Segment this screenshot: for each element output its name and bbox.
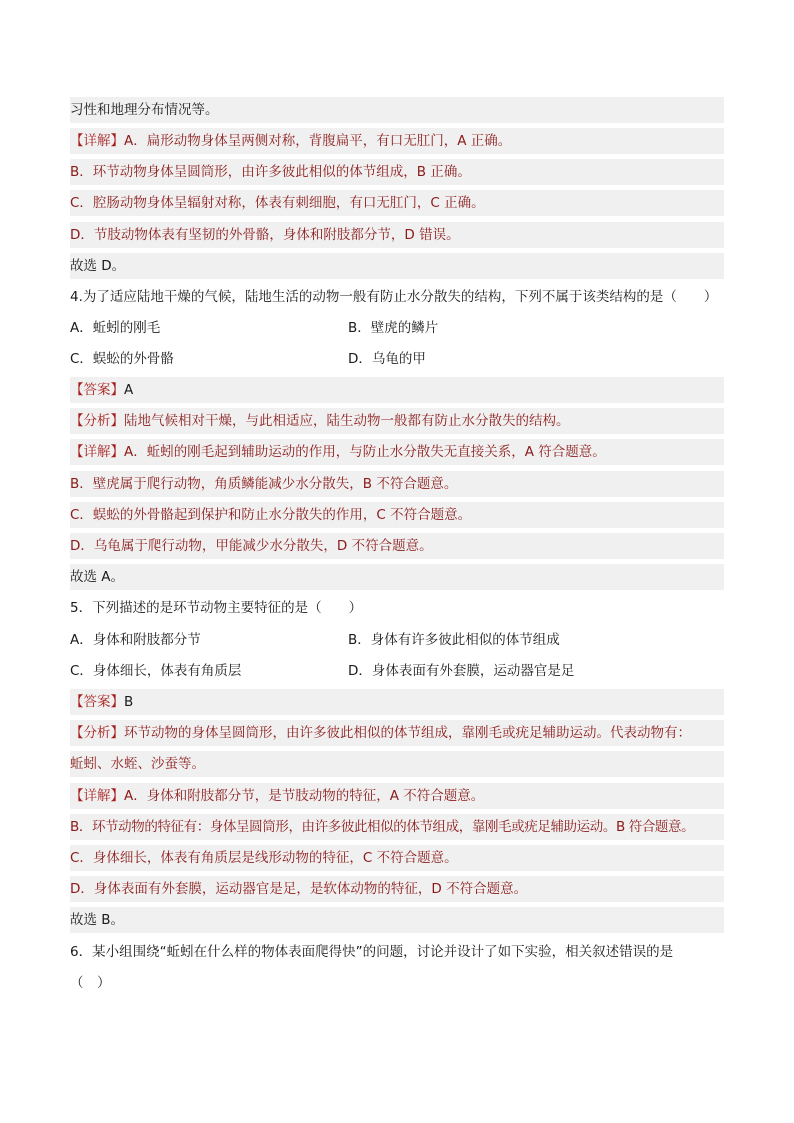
q3-detail-c: C．腔肠动物身体呈辐射对称，体表有刺细胞，有口无肛门，C 正确。 — [70, 190, 724, 216]
detail-text: A．身体和附肢都分节，是节肢动物的特征，A 不符合题意。 — [124, 788, 485, 804]
q4-detail-c: C．蜈蚣的外骨骼起到保护和防止水分散失的作用，C 不符合题意。 — [70, 502, 724, 528]
q4-answer — [70, 377, 724, 403]
q4-detail-d: D．乌龟属于爬行动物，甲能减少水分散失，D 不符合题意。 — [70, 533, 724, 559]
q6-stem-line1: 6．某小组围绕“蚯蚓在什么样的物体表面爬得快”的问题，讨论并设计了如下实验，相关叙述错误的是 — [70, 944, 674, 960]
q5-analysis-line2: 蚯蚓、水蛭、沙蚕等。 — [70, 751, 724, 777]
q5-option-c: C．身体细长，体表有角质层 — [70, 663, 242, 679]
q4-choice: 故选 A。 — [70, 564, 724, 590]
answer-tag: 【答案】 — [70, 694, 124, 710]
analysis-tag: 【分析】 — [70, 725, 124, 741]
detail-text: A．扁形动物身体呈两侧对称，背腹扁平，有口无肛门，A 正确。 — [124, 133, 512, 149]
q4-analysis — [70, 408, 724, 434]
q3-detail-a — [70, 128, 724, 154]
q5-detail-b: B．环节动物的特征有：身体呈圆筒形，由许多彼此相似的体节组成，靠刚毛或疣足辅助运动。B 符合题意。 — [70, 814, 724, 840]
q5-detail-a — [70, 783, 724, 809]
detail-tag: 【详解】 — [70, 788, 124, 804]
q3-text-line: 习性和地理分布情况等。 — [70, 97, 724, 123]
q5-detail-c: C．身体细长，体表有角质层是线形动物的特征，C 不符合题意。 — [70, 845, 724, 871]
q6-stem-line2: （ ） — [70, 975, 111, 991]
answer-value: A — [124, 382, 134, 398]
answer-value: B — [124, 694, 134, 710]
answer-tag: 【答案】 — [70, 382, 124, 398]
q3-choice: 故选 D。 — [70, 253, 724, 279]
q3-detail-d: D．节肢动物体表有坚韧的外骨骼，身体和附肢都分节，D 错误。 — [70, 222, 724, 248]
analysis-text: 陆地气候相对干燥，与此相适应，陆生动物一般都有防止水分散失的结构。 — [124, 413, 570, 429]
q3-detail-b: B．环节动物身体呈圆筒形，由许多彼此相似的体节组成，B 正确。 — [70, 159, 724, 185]
q5-detail-d: D．身体表面有外套膜，运动器官是足，是软体动物的特征，D 不符合题意。 — [70, 876, 724, 902]
q5-answer — [70, 689, 724, 715]
q5-analysis-line1 — [70, 720, 724, 746]
detail-text: A．蚯蚓的刚毛起到辅助运动的作用，与防止水分散失无直接关系，A 符合题意。 — [124, 444, 606, 460]
q5-option-d: D．身体表面有外套膜，运动器官是足 — [348, 663, 575, 679]
q4-stem: 4.为了适应陆地干燥的气候，陆地生活的动物一般有防止水分散失的结构，下列不属于该类结构的是（ ） — [70, 289, 718, 305]
q4-option-a: A．蚯蚓的刚毛 — [70, 320, 161, 336]
analysis-tag: 【分析】 — [70, 413, 124, 429]
q4-option-d: D．乌龟的甲 — [348, 351, 426, 367]
q4-detail-a — [70, 439, 724, 465]
q5-option-b: B．身体有许多彼此相似的体节组成 — [348, 632, 560, 648]
q5-option-a: A．身体和附肢都分节 — [70, 632, 201, 648]
detail-tag: 【详解】 — [70, 133, 124, 149]
q4-option-b: B．壁虎的鳞片 — [348, 320, 439, 336]
q4-option-c: C．蜈蚣的外骨骼 — [70, 351, 174, 367]
q5-choice: 故选 B。 — [70, 907, 724, 933]
analysis-text: 环节动物的身体呈圆筒形，由许多彼此相似的体节组成，靠刚毛或疣足辅助运动。代表动物有： — [124, 725, 691, 741]
q4-detail-b: B．壁虎属于爬行动物，角质鳞能减少水分散失，B 不符合题意。 — [70, 471, 724, 497]
q5-stem: 5．下列描述的是环节动物主要特征的是（ ） — [70, 600, 363, 616]
detail-tag: 【详解】 — [70, 444, 124, 460]
